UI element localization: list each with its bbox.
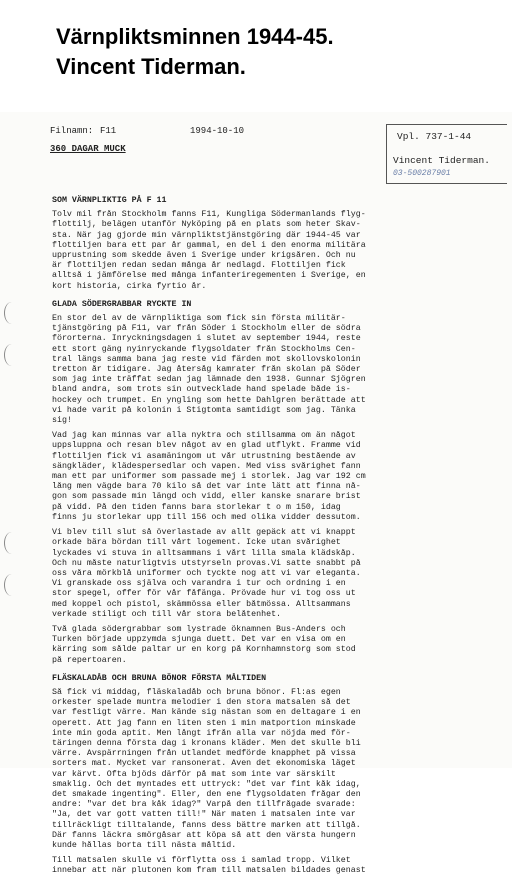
text-line: sorters mat. Mycket var ransonerat. Även det ekonomiska läget xyxy=(52,759,356,769)
paragraph xyxy=(52,856,502,876)
text-line: lyckades vi stuva in alltsammans i vårt lilla smala klädskåp. xyxy=(52,548,356,558)
text-line: tretton år tidigare. Jag återsåg kamrater från skolan på Söder xyxy=(52,365,361,375)
text-line: stor spegel, offer för vår fåfänga. Prövade hur vi tog oss ut xyxy=(52,589,356,599)
paragraph xyxy=(52,688,502,851)
section-heading: FLÄSKALADÅB OCH BRUNA BÖNOR FÖRSTA MÅLTIDEN xyxy=(52,673,267,683)
paragraph xyxy=(52,210,502,292)
text-line: man ett par uniformer som passade mej i storlek. Jag var 192 cm xyxy=(52,472,366,482)
text-line: täringen denna första dag i kronans kläder. Men det skulle bli xyxy=(52,738,361,748)
text-line: smaklig. Och det myntades ett uttryck: "det var fint kåk idag, xyxy=(52,779,361,789)
document-header xyxy=(50,126,244,156)
text-line: andre: "var det bra kåk idag?" Varpå den tillfrågade svarade: xyxy=(52,800,356,810)
text-line: var festligt värre. Man kände sig nästan som en deltagare i en xyxy=(52,708,361,718)
text-line: Tolv mil från Stockholm fanns F11, Kungliga Södermanlands flyg- xyxy=(52,210,366,220)
text-line: vi hade varit på kolonin i Stigtomta samtidigt som jag. Tänka xyxy=(52,405,356,415)
paragraph xyxy=(52,431,502,523)
text-line: förorterna. Inryckningsdagen i slutet av september 1944, reste xyxy=(52,334,361,344)
punch-hole-mark xyxy=(4,302,19,324)
text-line: på repertoaren. xyxy=(52,655,127,665)
text-line: sängkläder, klädespersedlar och vapen. Med viss svårighet fann xyxy=(52,461,361,471)
page-title-block xyxy=(56,22,496,82)
text-line: tillräckligt tilltalande, fanns dess bättre marken att tillgå. xyxy=(52,820,361,830)
text-line: verkade stiligt och till vår stora belåtenhet. xyxy=(52,609,282,619)
section-heading: GLADA SÖDERGRABBAR RYCKTE IN xyxy=(52,299,192,309)
section-heading: SOM VÄRNPLIKTIG PÅ F 11 xyxy=(52,196,167,205)
text-line: värre. Avspärrningen från utlandet medförde knapphet på vissa xyxy=(52,749,356,759)
text-line: kunde hållas borta till nästa måltid. xyxy=(52,840,237,850)
text-line: alltså i jämförelse med många infanteriregementen i Sverige, en xyxy=(52,271,366,281)
paragraph xyxy=(52,314,502,426)
punch-hole-mark xyxy=(4,574,19,596)
text-line: är flottiljen redan sedan många år nedlagd. Flottiljen fick xyxy=(52,261,346,271)
text-line: var kärvt. Ofta bjöds därför på mat som inte var särskilt xyxy=(52,769,336,779)
paragraph xyxy=(52,528,502,620)
punch-hole-mark xyxy=(4,344,19,366)
page-title: Värnpliktsminnen 1944-45. xyxy=(56,24,334,49)
text-line: lång men vägde bara 70 kilo så det var inte lätt att finna nå- xyxy=(52,482,361,492)
stamp-name: Vincent Tiderman. xyxy=(393,155,490,166)
text-line: gon som passade min längd och vidd, eller kanske snarare brist xyxy=(52,492,361,502)
text-line: "Ja, det var gott vatten till!" När maten i matsalen inte var xyxy=(52,810,356,820)
archive-stamp xyxy=(386,124,507,184)
text-line: operett. Att jag fann en liten sten i min matportion minskade xyxy=(52,718,356,728)
text-line: oss våra mörkblå uniformer och tyckte nog att vi var eleganta. xyxy=(52,568,361,578)
text-line: Där fanns läckra smörgåsar att köpa så att den värsta hungern xyxy=(52,830,356,840)
text-line: bland andra, som trots sin outvecklade hand spelade både is- xyxy=(52,385,351,395)
text-line: En stor del av de värnpliktiga som fick sin första militär- xyxy=(52,314,346,324)
text-line: orkester spelade muntra melodier i den stora matsalen så det xyxy=(52,698,351,708)
text-line: Till matsalen skulle vi förflytta oss i samlad tropp. Vilket xyxy=(52,856,351,866)
document-body xyxy=(52,188,502,882)
text-line: som jag inte träffat sedan jag lämnade den 1938. Gunnar Sjögren xyxy=(52,375,366,385)
text-line: kärring som sålde paltar ur en korg på Kornhamnstorg som stod xyxy=(52,645,356,655)
paragraph xyxy=(52,625,502,666)
text-line: Vi granskade oss själva och varandra i tur och ordning i en xyxy=(52,579,346,589)
document-subtitle: 360 DAGAR MUCK xyxy=(50,144,126,154)
text-line: flottiljen bara ett par år gammal, en del i den enorma militära xyxy=(52,240,366,250)
text-line: Två glada södergrabbar som lystrade öknamnen Bus-Anders och xyxy=(52,624,346,634)
text-line: uppsluppna och resan blev något av en glad utflykt. Framme vid xyxy=(52,441,361,451)
text-line: finns ju storlekar upp till 156 och med olika vidder dessutom. xyxy=(52,512,361,522)
text-line: hockey och trumpet. En yngling som hette Dahlgren berättade att xyxy=(52,395,366,405)
text-line: inte min goda aptit. Men långt ifrån alla var nöjda med för- xyxy=(52,728,351,738)
text-line: sig! xyxy=(52,416,72,426)
text-line: det smakade ingenting". Eller, den ene flygsoldaten frågar den xyxy=(52,789,361,799)
text-line: Och nu måste naturligtvis utstyrseln provas.Vi satte snabbt på xyxy=(52,558,361,568)
document-date: 1994-10-10 xyxy=(190,126,245,136)
text-line: upprustning som skedde även i Sverige under krigsåren. Och nu xyxy=(52,251,356,261)
punch-hole-mark xyxy=(4,532,19,554)
filename-value: F11 xyxy=(100,126,117,136)
scanned-document xyxy=(0,112,512,876)
text-line: flottilj, belägen utanför Nyköping på en plats som heter Skav- xyxy=(52,220,361,230)
author-name: Vincent Tiderman. xyxy=(56,54,246,79)
text-line: Turken började uppzymda sjunga duett. Det var en visa om en xyxy=(52,635,346,645)
filename-label: Filnamn: xyxy=(50,126,94,136)
text-line: innebar att när plutonen kom fram till matsalen bildades genast xyxy=(52,866,366,876)
text-line: Vad jag kan minnas var alla nyktra och stillsamma om än något xyxy=(52,431,356,441)
text-line: kort historia, cirka fyrtio år. xyxy=(52,281,207,291)
text-line: på vidd. På den tiden fanns bara storlekar t o m 150, idag xyxy=(52,502,341,512)
text-line: flottiljen fick vi asamäningom ut vår utrustning bestående av xyxy=(52,451,356,461)
text-line: sta. När jag gjorde min värnpliktstjänstgöring där 1944-45 var xyxy=(52,230,361,240)
text-line: Vi blev till slut så överlastade av allt gepäck att vi knappt xyxy=(52,528,356,538)
stamp-reference: Vpl. 737-1-44 xyxy=(397,131,472,142)
text-line: med koppel och pistol, skämmössa eller båtmössa. Alltsammans xyxy=(52,599,351,609)
text-line: orkade bära bördan till vårt logement. Icke utan svårighet xyxy=(52,538,341,548)
text-line: Så fick vi middag, fläskaladåb och bruna bönor. Fl:as egen xyxy=(52,687,341,697)
text-line: tjänstgöring på F11, var från Söder i Stockholm eller de södra xyxy=(52,324,361,334)
stamp-archive-number: 03-500287901 xyxy=(393,169,451,178)
text-line: ett stort gäng nyinryckande flygsoldater från Stockholms Cen- xyxy=(52,344,356,354)
text-line: tral längs samma bana jag reste vid färden mot skollovskolonin xyxy=(52,354,361,364)
